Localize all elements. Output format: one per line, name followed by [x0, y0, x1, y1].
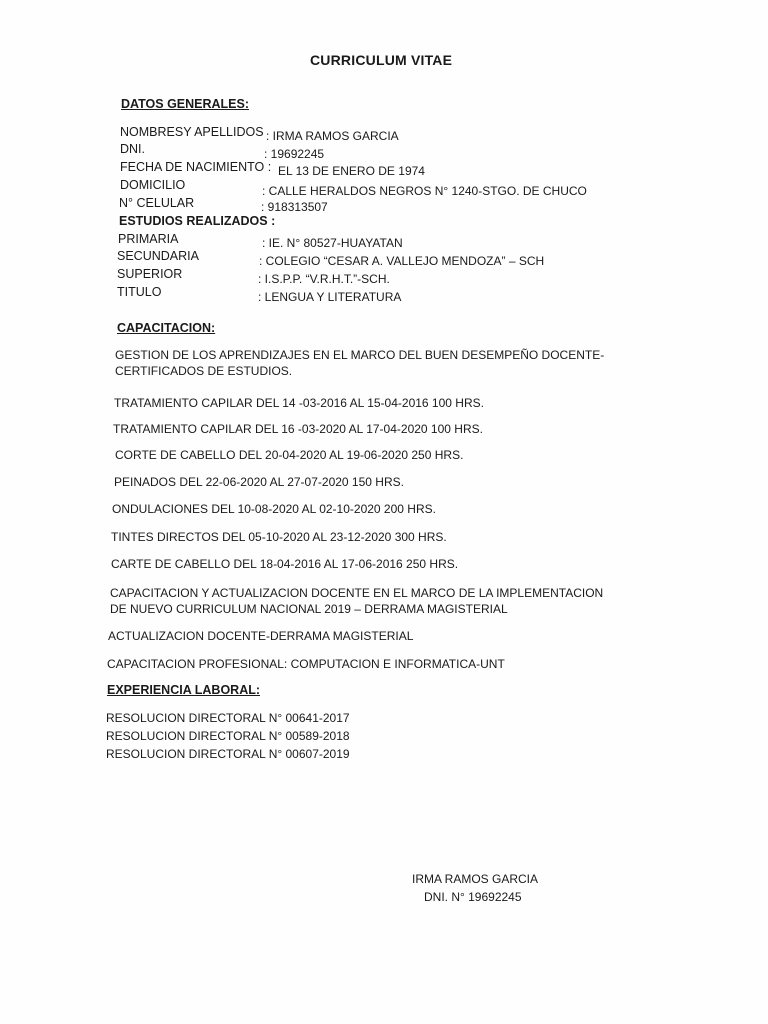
signature-name: IRMA RAMOS GARCIA — [412, 872, 539, 886]
dni-label: DNI. — [120, 142, 145, 156]
primaria-value: : IE. N° 80527-HUAYATAN — [262, 236, 403, 250]
nombres-label: NOMBRESY APELLIDOS — [120, 125, 264, 139]
capacitacion-item — [115, 347, 604, 379]
experiencia-item: RESOLUCION DIRECTORAL N° 00607-2019 — [106, 747, 350, 761]
nombres-value: : IRMA RAMOS GARCIA — [266, 129, 399, 143]
capacitacion-item-line: CAPACITACION Y ACTUALIZACION DOCENTE EN EL MARCO DE LA IMPLEMENTACION — [110, 586, 604, 600]
capacitacion-heading: CAPACITACION: — [117, 321, 216, 335]
estudios-heading: ESTUDIOS REALIZADOS : — [119, 214, 276, 228]
experiencia-heading: EXPERIENCIA LABORAL: — [107, 683, 261, 697]
superior-value: : I.S.P.P. “V.R.H.T.”-SCH. — [258, 272, 390, 286]
capacitacion-item: TRATAMIENTO CAPILAR DEL 14 -03-2016 AL 15-04-2016 100 HRS. — [114, 396, 484, 410]
capacitacion-item: ACTUALIZACION DOCENTE-DERRAMA MAGISTERIAL — [108, 629, 414, 643]
primaria-label: PRIMARIA — [118, 232, 179, 246]
celular-label: N° CELULAR — [119, 196, 195, 210]
capacitacion-item: PEINADOS DEL 22-06-2020 AL 27-07-2020 150 HRS. — [114, 475, 404, 489]
titulo-label: TITULO — [117, 285, 162, 299]
capacitacion-item: TINTES DIRECTOS DEL 05-10-2020 AL 23-12-2020 300 HRS. — [111, 530, 447, 544]
titulo-value: : LENGUA Y LITERATURA — [258, 290, 402, 304]
secundaria-value: : COLEGIO “CESAR A. VALLEJO MENDOZA” – SCH — [259, 254, 545, 268]
capacitacion-item: TRATAMIENTO CAPILAR DEL 16 -03-2020 AL 17-04-2020 100 HRS. — [113, 422, 483, 436]
domicilio-value: : CALLE HERALDOS NEGROS N° 1240-STGO. DE CHUCO — [262, 184, 587, 198]
dni-value: : 19692245 — [264, 147, 325, 161]
capacitacion-item: CARTE DE CABELLO DEL 18-04-2016 AL 17-06-2016 250 HRS. — [111, 557, 459, 571]
secundaria-label: SECUNDARIA — [117, 249, 199, 263]
capacitacion-item-line: DE NUEVO CURRICULUM NACIONAL 2019 – DERRAMA MAGISTERIAL — [110, 602, 508, 616]
superior-label: SUPERIOR — [117, 267, 183, 281]
capacitacion-item: ONDULACIONES DEL 10-08-2020 AL 02-10-2020 200 HRS. — [112, 502, 436, 516]
capacitacion-item-line: GESTION DE LOS APRENDIZAJES EN EL MARCO DEL BUEN DESEMPEÑO DOCENTE- — [115, 348, 605, 362]
document-title: CURRICULUM VITAE — [310, 52, 453, 68]
signature-dni: DNI. N° 19692245 — [424, 890, 522, 904]
celular-value: : 918313507 — [261, 200, 328, 214]
capacitacion-item-line: CERTIFICADOS DE ESTUDIOS. — [115, 364, 293, 378]
capacitacion-item: CAPACITACION PROFESIONAL: COMPUTACION E INFORMATICA-UNT — [107, 657, 505, 671]
capacitacion-item — [110, 585, 603, 617]
datos-generales-heading: DATOS GENERALES: — [121, 97, 250, 111]
fecha-nacimiento-value: EL 13 DE ENERO DE 1974 — [278, 164, 425, 178]
domicilio-label: DOMICILIO — [120, 178, 186, 192]
experiencia-item: RESOLUCION DIRECTORAL N° 00589-2018 — [106, 729, 350, 743]
capacitacion-item: CORTE DE CABELLO DEL 20-04-2020 AL 19-06-2020 250 HRS. — [115, 448, 464, 462]
experiencia-item: RESOLUCION DIRECTORAL N° 00641-2017 — [106, 711, 350, 725]
fecha-nacimiento-label: FECHA DE NACIMIENTO : — [120, 160, 272, 174]
